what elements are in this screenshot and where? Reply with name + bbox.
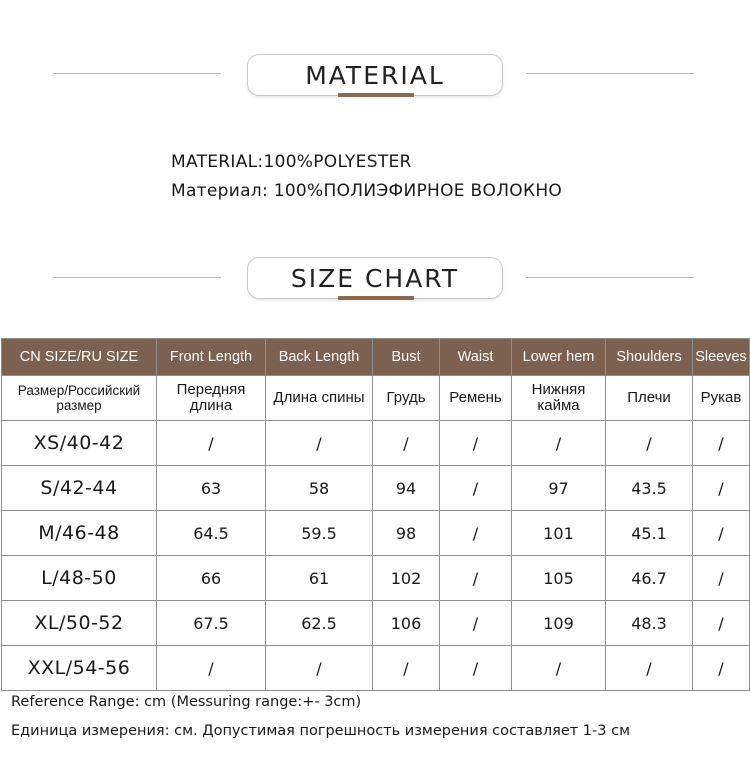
header-ru-cell: Плечи bbox=[606, 376, 693, 421]
accent-bar bbox=[338, 296, 414, 300]
value-cell: / bbox=[157, 646, 266, 691]
value-cell: / bbox=[373, 646, 440, 691]
size-chart-heading-text: SIZE CHART bbox=[290, 263, 460, 293]
divider-left bbox=[53, 73, 221, 74]
header-cell: Back Length bbox=[266, 339, 373, 376]
header-row bbox=[2, 339, 750, 376]
header-ru-cell: Нижняя кайма bbox=[512, 376, 606, 421]
header-cell: CN SIZE/RU SIZE bbox=[2, 339, 157, 376]
header-ru-row bbox=[2, 376, 750, 421]
value-cell: 106 bbox=[373, 601, 440, 646]
size-cell: XXL/54-56 bbox=[2, 646, 157, 691]
header-cell: Shoulders bbox=[606, 339, 693, 376]
value-cell: / bbox=[693, 511, 750, 556]
size-cell: M/46-48 bbox=[2, 511, 157, 556]
table-row bbox=[2, 556, 750, 601]
value-cell: / bbox=[440, 646, 512, 691]
header-ru-cell: Грудь bbox=[373, 376, 440, 421]
value-cell: / bbox=[693, 601, 750, 646]
value-cell: / bbox=[373, 421, 440, 466]
value-cell: 48.3 bbox=[606, 601, 693, 646]
value-cell: / bbox=[440, 601, 512, 646]
value-cell: 45.1 bbox=[606, 511, 693, 556]
value-cell: / bbox=[512, 646, 606, 691]
accent-bar bbox=[338, 93, 414, 97]
value-cell: 64.5 bbox=[157, 511, 266, 556]
value-cell: 62.5 bbox=[266, 601, 373, 646]
size-chart-heading bbox=[247, 257, 503, 299]
value-cell: 43.5 bbox=[606, 466, 693, 511]
value-cell: / bbox=[440, 466, 512, 511]
value-cell: 109 bbox=[512, 601, 606, 646]
value-cell: / bbox=[266, 646, 373, 691]
value-cell: / bbox=[266, 421, 373, 466]
divider-left bbox=[53, 277, 221, 278]
material-ru: Материал: 100%ПОЛИЭФИРНОЕ ВОЛОКНО bbox=[171, 181, 563, 201]
value-cell: / bbox=[606, 646, 693, 691]
value-cell: 58 bbox=[266, 466, 373, 511]
value-cell: 67.5 bbox=[157, 601, 266, 646]
value-cell: / bbox=[693, 646, 750, 691]
value-cell: 101 bbox=[512, 511, 606, 556]
size-cell: XS/40-42 bbox=[2, 421, 157, 466]
size-cell: XL/50-52 bbox=[2, 601, 157, 646]
reference-note-ru: Единица измерения: см. Допустимая погрешность измерения составляет 1-3 см bbox=[11, 723, 631, 739]
material-heading-text: MATERIAL bbox=[305, 60, 445, 90]
header-ru-cell: Ремень bbox=[440, 376, 512, 421]
value-cell: / bbox=[440, 421, 512, 466]
table-row bbox=[2, 601, 750, 646]
value-cell: / bbox=[440, 511, 512, 556]
value-cell: / bbox=[440, 556, 512, 601]
value-cell: 63 bbox=[157, 466, 266, 511]
table-row bbox=[2, 511, 750, 556]
value-cell: / bbox=[606, 421, 693, 466]
header-ru-cell: Передняя длина bbox=[157, 376, 266, 421]
size-cell: S/42-44 bbox=[2, 466, 157, 511]
header-ru-cell: Размер/Российский размер bbox=[2, 376, 157, 421]
table-row bbox=[2, 466, 750, 511]
table-row bbox=[2, 421, 750, 466]
header-cell: Front Length bbox=[157, 339, 266, 376]
divider-right bbox=[526, 73, 694, 74]
header-cell: Waist bbox=[440, 339, 512, 376]
header-ru-cell: Рукав bbox=[693, 376, 750, 421]
value-cell: 97 bbox=[512, 466, 606, 511]
value-cell: / bbox=[157, 421, 266, 466]
value-cell: / bbox=[693, 421, 750, 466]
value-cell: 98 bbox=[373, 511, 440, 556]
header-ru-cell: Длина спины bbox=[266, 376, 373, 421]
value-cell: 61 bbox=[266, 556, 373, 601]
value-cell: 66 bbox=[157, 556, 266, 601]
material-en: MATERIAL:100%POLYESTER bbox=[171, 152, 412, 172]
header-cell: Lower hem bbox=[512, 339, 606, 376]
value-cell: / bbox=[693, 466, 750, 511]
value-cell: 46.7 bbox=[606, 556, 693, 601]
size-cell: L/48-50 bbox=[2, 556, 157, 601]
value-cell: 59.5 bbox=[266, 511, 373, 556]
value-cell: / bbox=[693, 556, 750, 601]
size-chart-table bbox=[1, 338, 750, 691]
value-cell: 94 bbox=[373, 466, 440, 511]
header-cell: Sleeves bbox=[693, 339, 750, 376]
header-cell: Bust bbox=[373, 339, 440, 376]
divider-right bbox=[526, 277, 694, 278]
table-row bbox=[2, 646, 750, 691]
value-cell: 102 bbox=[373, 556, 440, 601]
material-heading bbox=[247, 54, 503, 96]
value-cell: 105 bbox=[512, 556, 606, 601]
reference-note-en: Reference Range: cm (Messuring range:+- 3cm) bbox=[11, 694, 362, 710]
value-cell: / bbox=[512, 421, 606, 466]
